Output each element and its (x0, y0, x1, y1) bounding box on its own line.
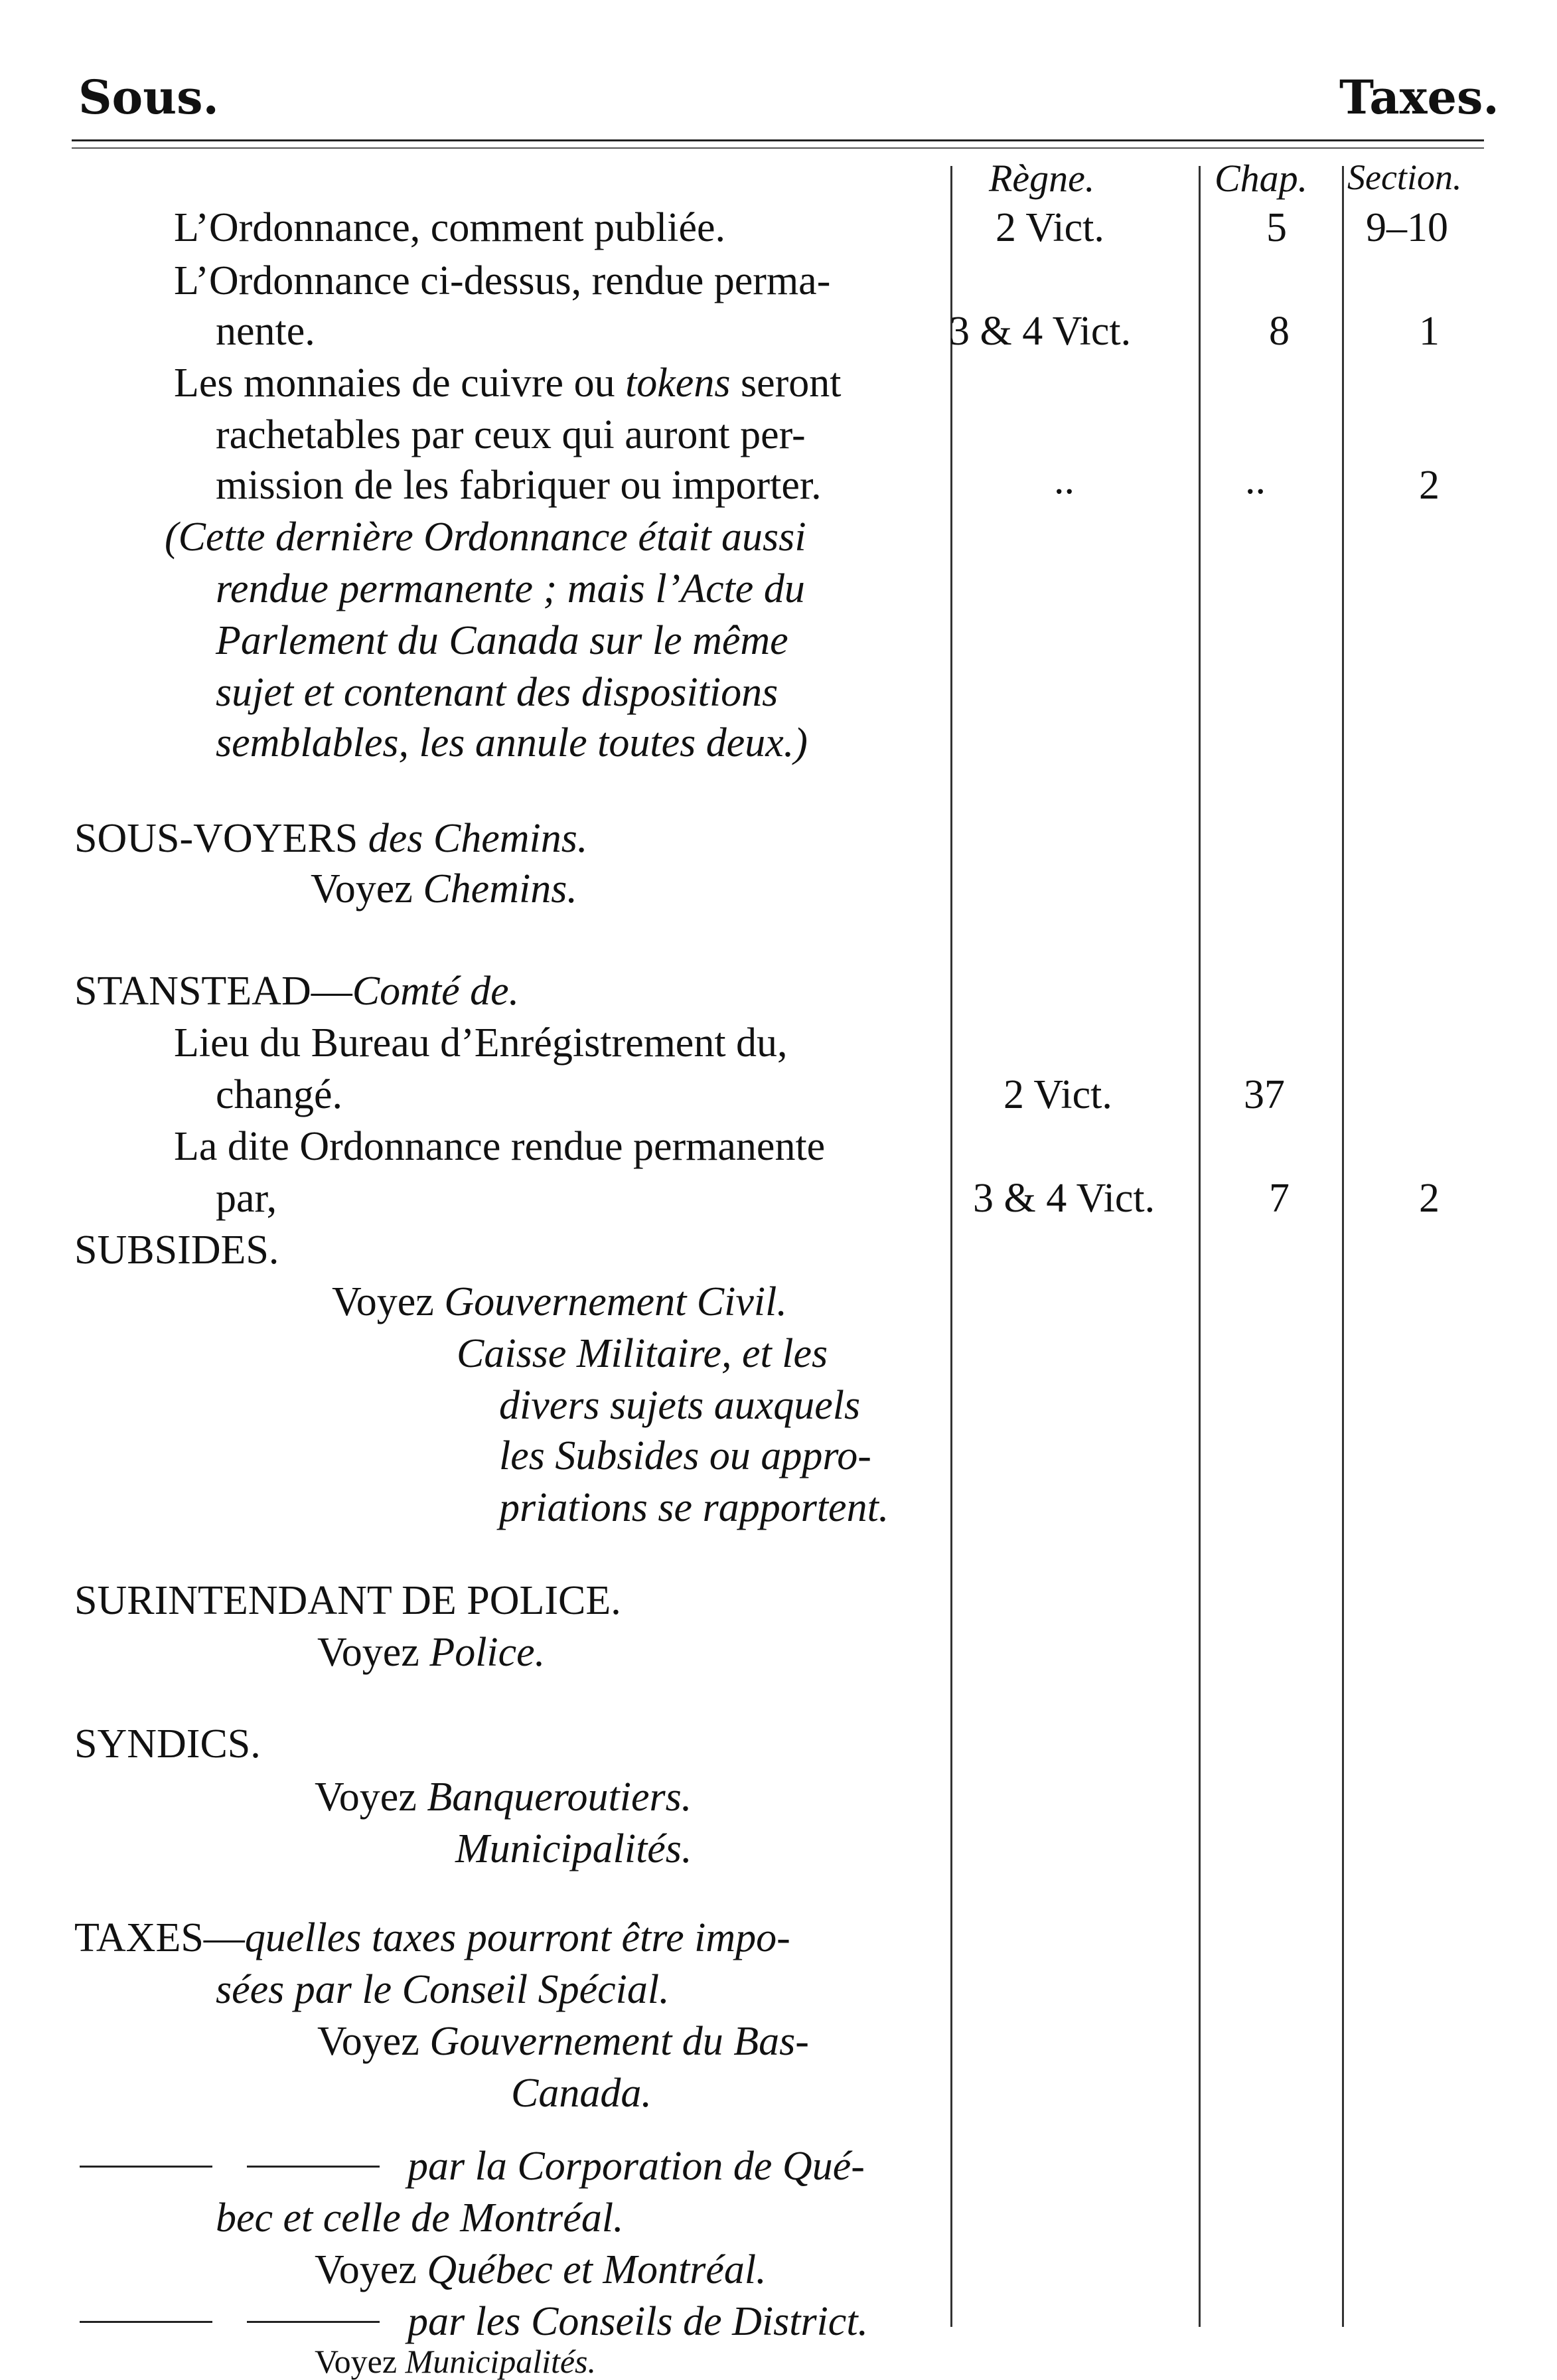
chap-value: .. (1245, 457, 1266, 503)
entry-continuation: bec et celle de Montréal. (216, 2195, 624, 2241)
entry-line: Lieu du Bureau d’Enrégistrement du, (174, 1020, 788, 1066)
entry-heading-stanstead: STANSTEAD—Comté de. (74, 969, 520, 1014)
ditto-dash (80, 2321, 212, 2323)
regne-value: .. (1054, 457, 1075, 503)
entry-heading-taxes: TAXES—quelles taxes pourront être impo- (74, 1915, 790, 1960)
cross-reference-line: Canada. (511, 2071, 652, 2116)
chap-value: 8 (1269, 309, 1290, 354)
cross-reference-line: Municipalités. (455, 1826, 692, 1871)
entry-continuation: rachetables par ceux qui auront per- (216, 412, 806, 457)
note-line: Parlement du Canada sur le même (216, 618, 788, 663)
cross-reference: Voyez Municipalités. (315, 2343, 597, 2380)
section-value: 9–10 (1366, 205, 1448, 250)
entry-line: par la Corporation de Qué- (408, 2144, 865, 2189)
entry-heading-syndics: SYNDICS. (74, 1721, 261, 1767)
ditto-dash (247, 2166, 380, 2168)
header-rule-thin (72, 147, 1484, 149)
entry-monnaies: Les monnaies de cuivre ou tokens seront (174, 360, 842, 406)
regne-value: 2 Vict. (996, 205, 1104, 250)
entry-heading-sous-voyers: SOUS-VOYERS des Chemins. (74, 816, 588, 861)
column-divider-regne (950, 166, 952, 2327)
entry-continuation: mission de les fabriquer ou importer. (216, 463, 822, 508)
cross-reference: Voyez Police. (317, 1630, 546, 1675)
cross-reference-line: Caisse Militaire, et les (457, 1331, 828, 1376)
column-heading-regne: Règne. (989, 157, 1095, 200)
section-value: 2 (1419, 1176, 1440, 1221)
note-line: sujet et contenant des dispositions (216, 670, 778, 715)
entry-continuation: changé. (216, 1072, 343, 1117)
regne-value: 2 Vict. (1003, 1072, 1112, 1117)
cross-reference: Voyez Gouvernement Civil. (332, 1279, 787, 1324)
cross-reference: Voyez Banqueroutiers. (315, 1775, 692, 1820)
entry-continuation: par, (216, 1176, 277, 1221)
column-heading-chap: Chap. (1215, 157, 1308, 200)
cross-reference: Voyez Chemins. (311, 866, 577, 912)
section-value: 1 (1419, 309, 1440, 354)
entry-ordonnance-publiee: L’Ordonnance, comment publiée. (174, 205, 726, 250)
entry-continuation: nente. (216, 309, 315, 354)
entry-continuation: sées par le Conseil Spécial. (216, 1967, 670, 2012)
running-head-right: Taxes. (1339, 70, 1499, 125)
entry-ordonnance-permanente: L’Ordonnance ci-dessus, rendue perma- (174, 258, 831, 303)
column-divider-section (1342, 166, 1344, 2327)
chap-value: 37 (1244, 1072, 1285, 1117)
entry-heading-subsides: SUBSIDES. (74, 1228, 279, 1273)
cross-reference: Voyez Québec et Montréal. (315, 2247, 767, 2292)
note-line: semblables, les annule toutes deux.) (216, 720, 808, 765)
note-line: rendue permanente ; mais l’Acte du (216, 566, 805, 611)
chap-value: 5 (1266, 205, 1287, 250)
ditto-dash (80, 2166, 212, 2168)
cross-reference-line: divers sujets auxquels (499, 1383, 861, 1428)
section-value: 2 (1419, 463, 1440, 508)
entry-line: La dite Ordonnance rendue permanente (174, 1124, 826, 1169)
entry-heading-surintendant: SURINTENDANT DE POLICE. (74, 1578, 621, 1623)
entry-line: par les Conseils de District. (408, 2299, 869, 2344)
ditto-dash (247, 2321, 380, 2323)
note-line: (Cette dernière Ordonnance était aussi (165, 515, 806, 560)
regne-value: 3 & 4 Vict. (973, 1176, 1155, 1221)
cross-reference-line: priations se rapportent. (499, 1485, 889, 1530)
column-heading-section: Section. (1347, 157, 1462, 197)
column-divider-chap (1199, 166, 1201, 2327)
cross-reference-line: les Subsides ou appro- (499, 1433, 871, 1478)
chap-value: 7 (1269, 1176, 1290, 1221)
cross-reference: Voyez Gouvernement du Bas- (317, 2019, 809, 2064)
regne-value: 3 & 4 Vict. (949, 309, 1132, 354)
header-rule (72, 139, 1484, 141)
running-head-left: Sous. (78, 70, 219, 125)
